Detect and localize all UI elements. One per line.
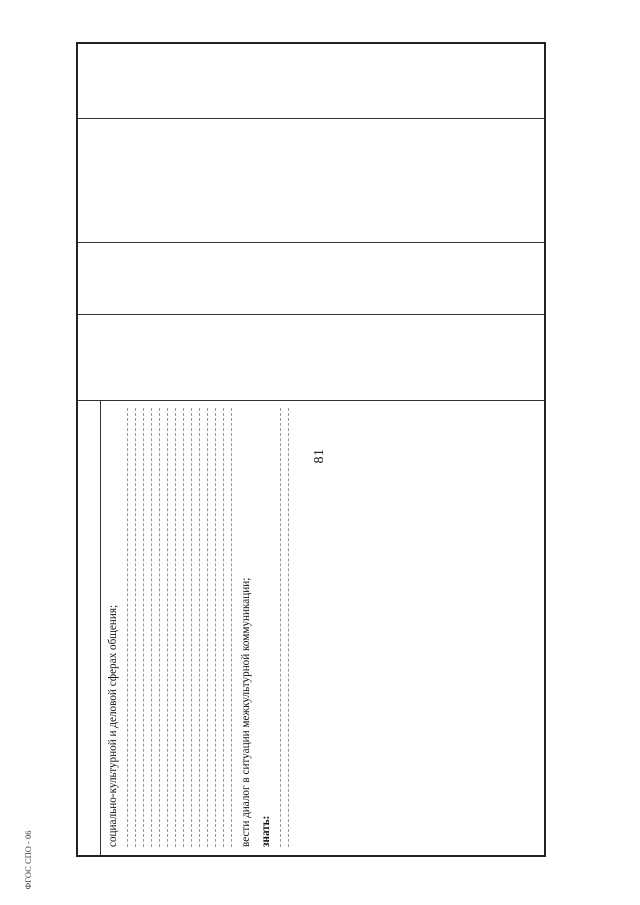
anchor-znat: знать:: [260, 815, 272, 847]
text-line-placeholder: [231, 408, 232, 847]
text-line-placeholder: [151, 408, 152, 847]
anchor-dialog-line: вести диалог в ситуации межкультурной коммуникации;: [240, 577, 252, 847]
text-line-placeholder: [288, 408, 289, 847]
text-line-placeholder: [183, 408, 184, 847]
text-line-placeholder: [175, 408, 176, 847]
rotated-text: [100, 400, 544, 855]
text-line-placeholder: [207, 408, 208, 847]
text-line-placeholder: [191, 408, 192, 847]
page-number: 81: [312, 448, 327, 464]
table-row-separator: [78, 242, 544, 243]
text-line-placeholder: [223, 408, 224, 847]
table-row-separator: [78, 314, 544, 315]
anchor-line-1: социально-культурной и деловой сферах общения;: [107, 604, 119, 847]
table-text-cell: [100, 400, 544, 855]
text-line-placeholder: [199, 408, 200, 847]
text-line-placeholder: [127, 408, 128, 847]
text-line-placeholder: [215, 408, 216, 847]
text-line-placeholder: [280, 408, 281, 847]
text-line-placeholder: [143, 408, 144, 847]
footer-marker: ФГОС СПО - 06: [23, 830, 33, 890]
table-row-separator: [78, 118, 544, 119]
text-line-placeholder: [135, 408, 136, 847]
table-frame: [76, 42, 546, 857]
text-line-placeholder: [167, 408, 168, 847]
table-narrow-column: [78, 400, 101, 855]
text-line-placeholder: [159, 408, 160, 847]
